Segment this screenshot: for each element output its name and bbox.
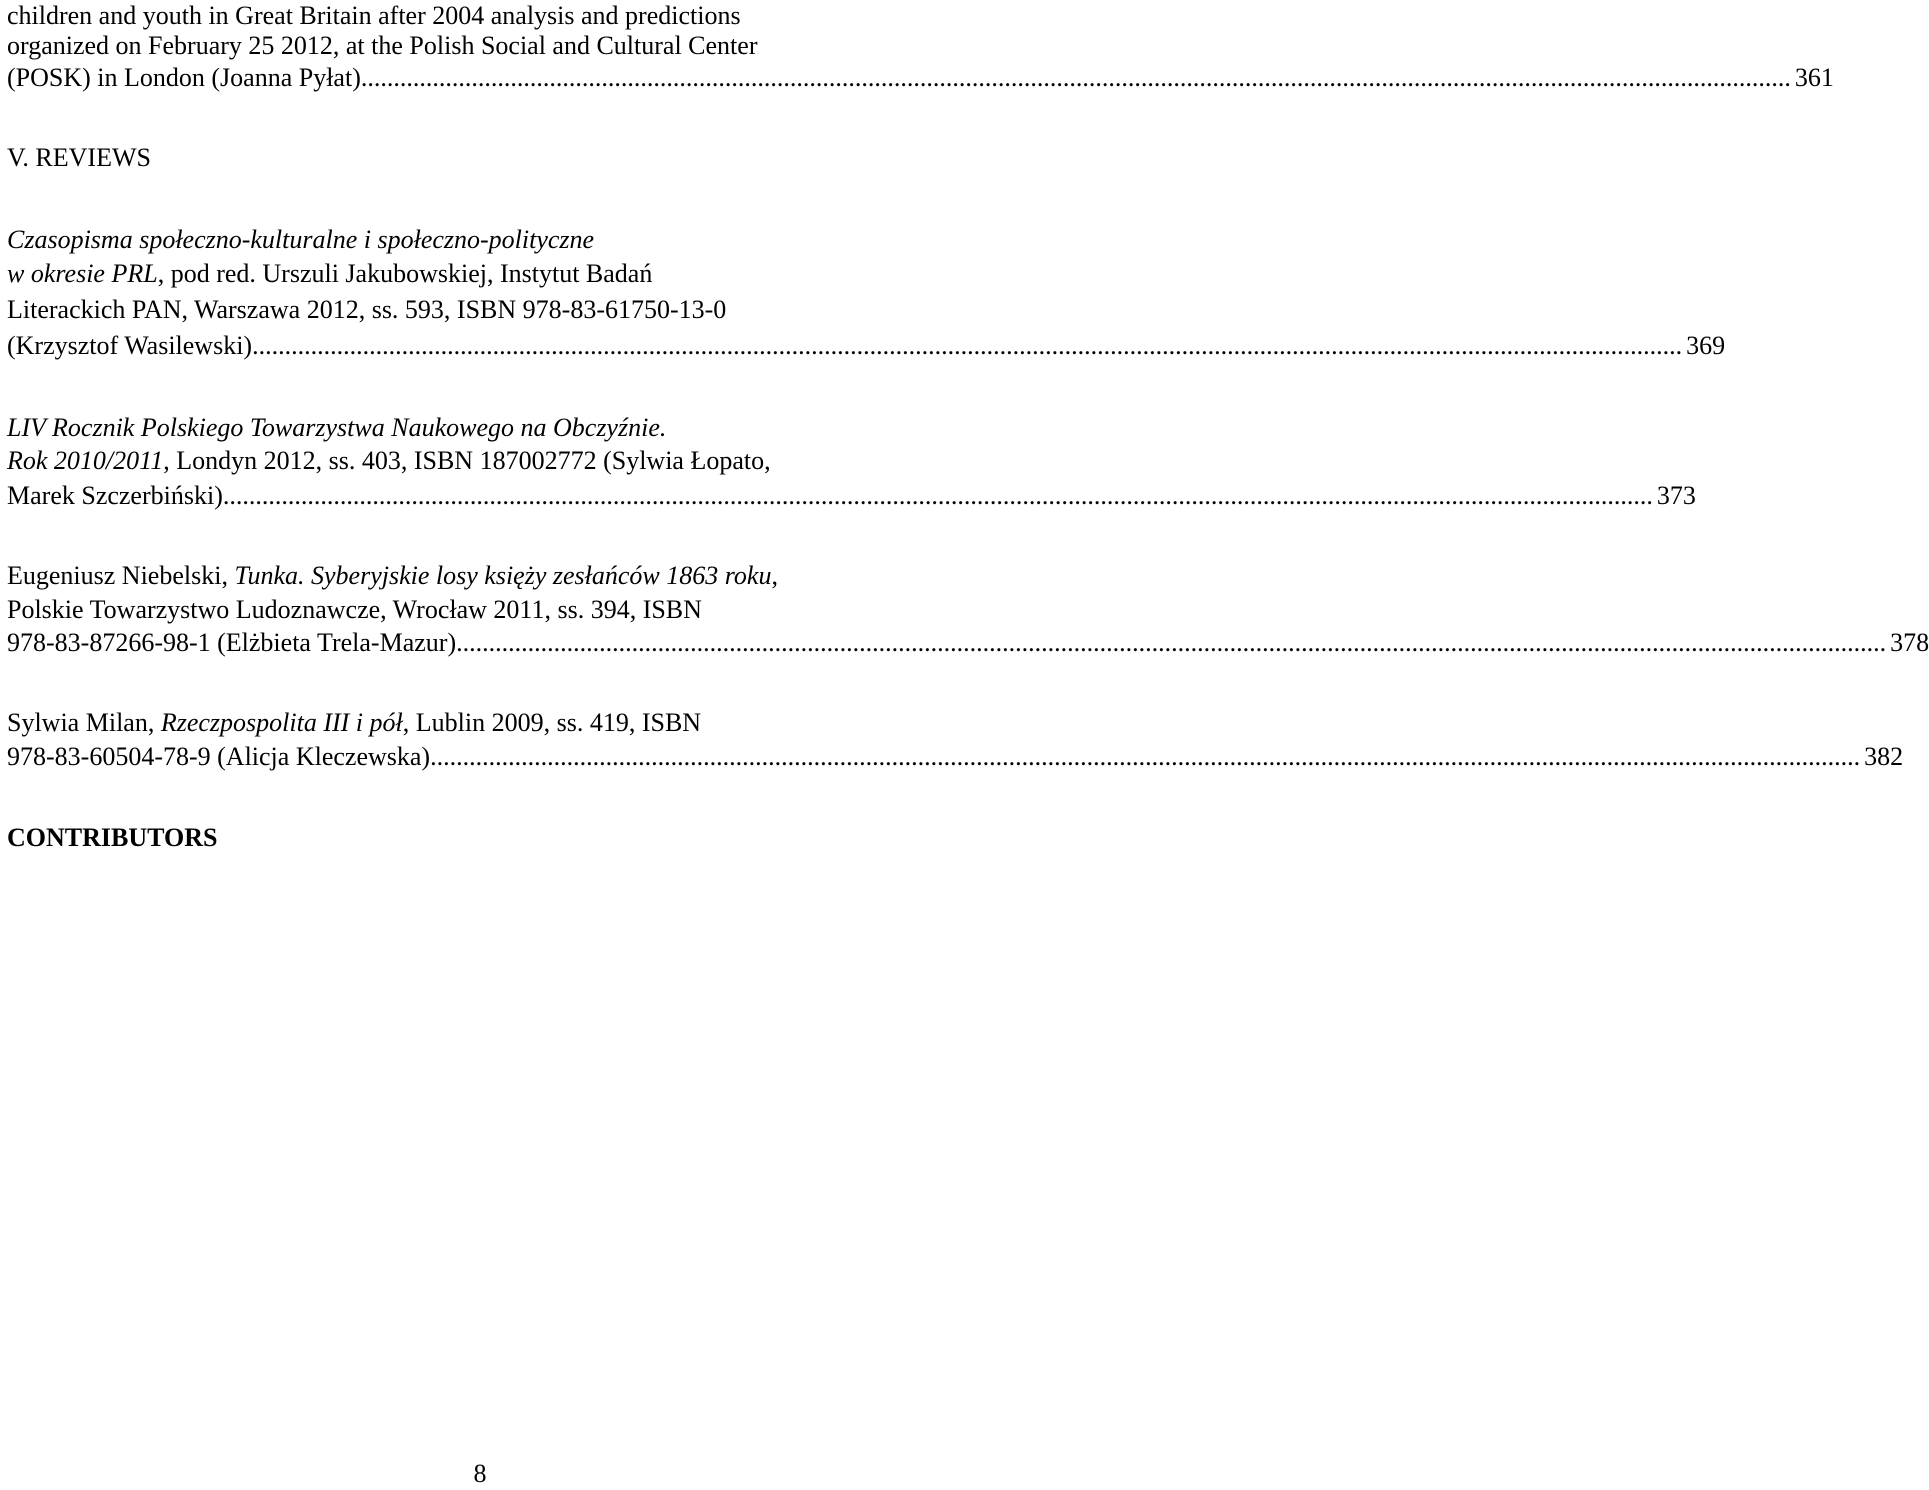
toc-entry-posk-line-2: organized on February 25 2012, at the Polish Social and Cultural Center	[7, 31, 758, 60]
toc-entry-czasopisma-line-4	[7, 330, 1726, 362]
toc-entry-rocznik-line-1: LIV Rocznik Polskiego Towarzystwa Naukowego na Obczyźnie.	[7, 413, 667, 442]
toc-entry-tunka-comma: ,	[771, 561, 778, 590]
toc-entry-czasopisma-line-3: Literackich PAN, Warszawa 2012, ss. 593, ISBN 978-83-61750-13-0	[7, 295, 727, 324]
toc-entry-milan-line-1	[7, 707, 701, 739]
toc-entry-czasopisma-lead: (Krzysztof Wasilewski)	[7, 331, 253, 360]
toc-page-number: 378	[1890, 628, 1929, 657]
leader-dots: ............................................................................................................................................................................................................................	[222, 481, 1653, 510]
leader-dots: ............................................................................................................................................................................................................................	[360, 63, 1791, 92]
section-heading-reviews: V. REVIEWS	[7, 143, 151, 172]
toc-entry-posk-line-3	[7, 62, 1834, 94]
toc-entry-milan-details: , Lublin 2009, ss. 419, ISBN	[402, 708, 702, 737]
toc-entry-tunka-lead: 978-83-87266-98-1 (Elżbieta Trela-Mazur)	[7, 628, 457, 657]
toc-page-number: 369	[1686, 331, 1726, 360]
toc-entry-milan-author: Sylwia Milan,	[7, 708, 161, 737]
leader-dots: ............................................................................................................................................................................................................................	[430, 742, 1861, 771]
toc-entry-rocznik-title-part: Rok 2010/2011	[7, 446, 164, 475]
toc-entry-tunka-title: Tunka. Syberyjskie losy księży zesłańców 1863 roku	[234, 561, 772, 590]
page-number: 8	[473, 1459, 487, 1488]
toc-entry-tunka-line-3	[7, 627, 1929, 659]
toc-page-number: 361	[1794, 63, 1834, 92]
toc-entry-posk-lead: (POSK) in London (Joanna Pyłat)	[7, 63, 361, 92]
section-heading-contributors: CONTRIBUTORS	[7, 823, 218, 852]
toc-entry-czasopisma-title-part: w okresie PRL	[7, 259, 158, 288]
toc-entry-czasopisma-line-2	[7, 258, 652, 290]
toc-entry-rocznik-line-3	[7, 480, 1696, 512]
leader-dots: ............................................................................................................................................................................................................................	[456, 628, 1887, 657]
leader-dots: ............................................................................................................................................................................................................................	[252, 331, 1683, 360]
toc-entry-milan-lead: 978-83-60504-78-9 (Alicja Kleczewska)	[7, 742, 431, 771]
toc-entry-czasopisma-line-1: Czasopisma społeczno-kulturalne i społeczno-polityczne	[7, 225, 595, 254]
toc-entry-rocznik-lead: Marek Szczerbiński)	[7, 481, 223, 510]
toc-entry-rocznik-line-2	[7, 445, 771, 477]
toc-entry-posk-line-1: children and youth in Great Britain after 2004 analysis and predictions	[7, 1, 741, 30]
toc-entry-milan-line-2	[7, 741, 1904, 773]
toc-page-number: 373	[1656, 481, 1696, 510]
toc-entry-milan-title: Rzeczpospolita III i pół	[160, 708, 403, 737]
toc-entry-czasopisma-details: , pod red. Urszuli Jakubowskiej, Instytut Badań	[157, 259, 653, 288]
toc-entry-tunka-line-2: Polskie Towarzystwo Ludoznawcze, Wrocław 2011, ss. 394, ISBN	[7, 595, 702, 624]
toc-entry-tunka-line-1	[7, 560, 778, 592]
toc-entry-tunka-author: Eugeniusz Niebelski,	[7, 561, 235, 590]
toc-page-number: 382	[1864, 742, 1904, 771]
toc-entry-rocznik-details: , Londyn 2012, ss. 403, ISBN 187002772 (Sylwia Łopato,	[163, 446, 771, 475]
